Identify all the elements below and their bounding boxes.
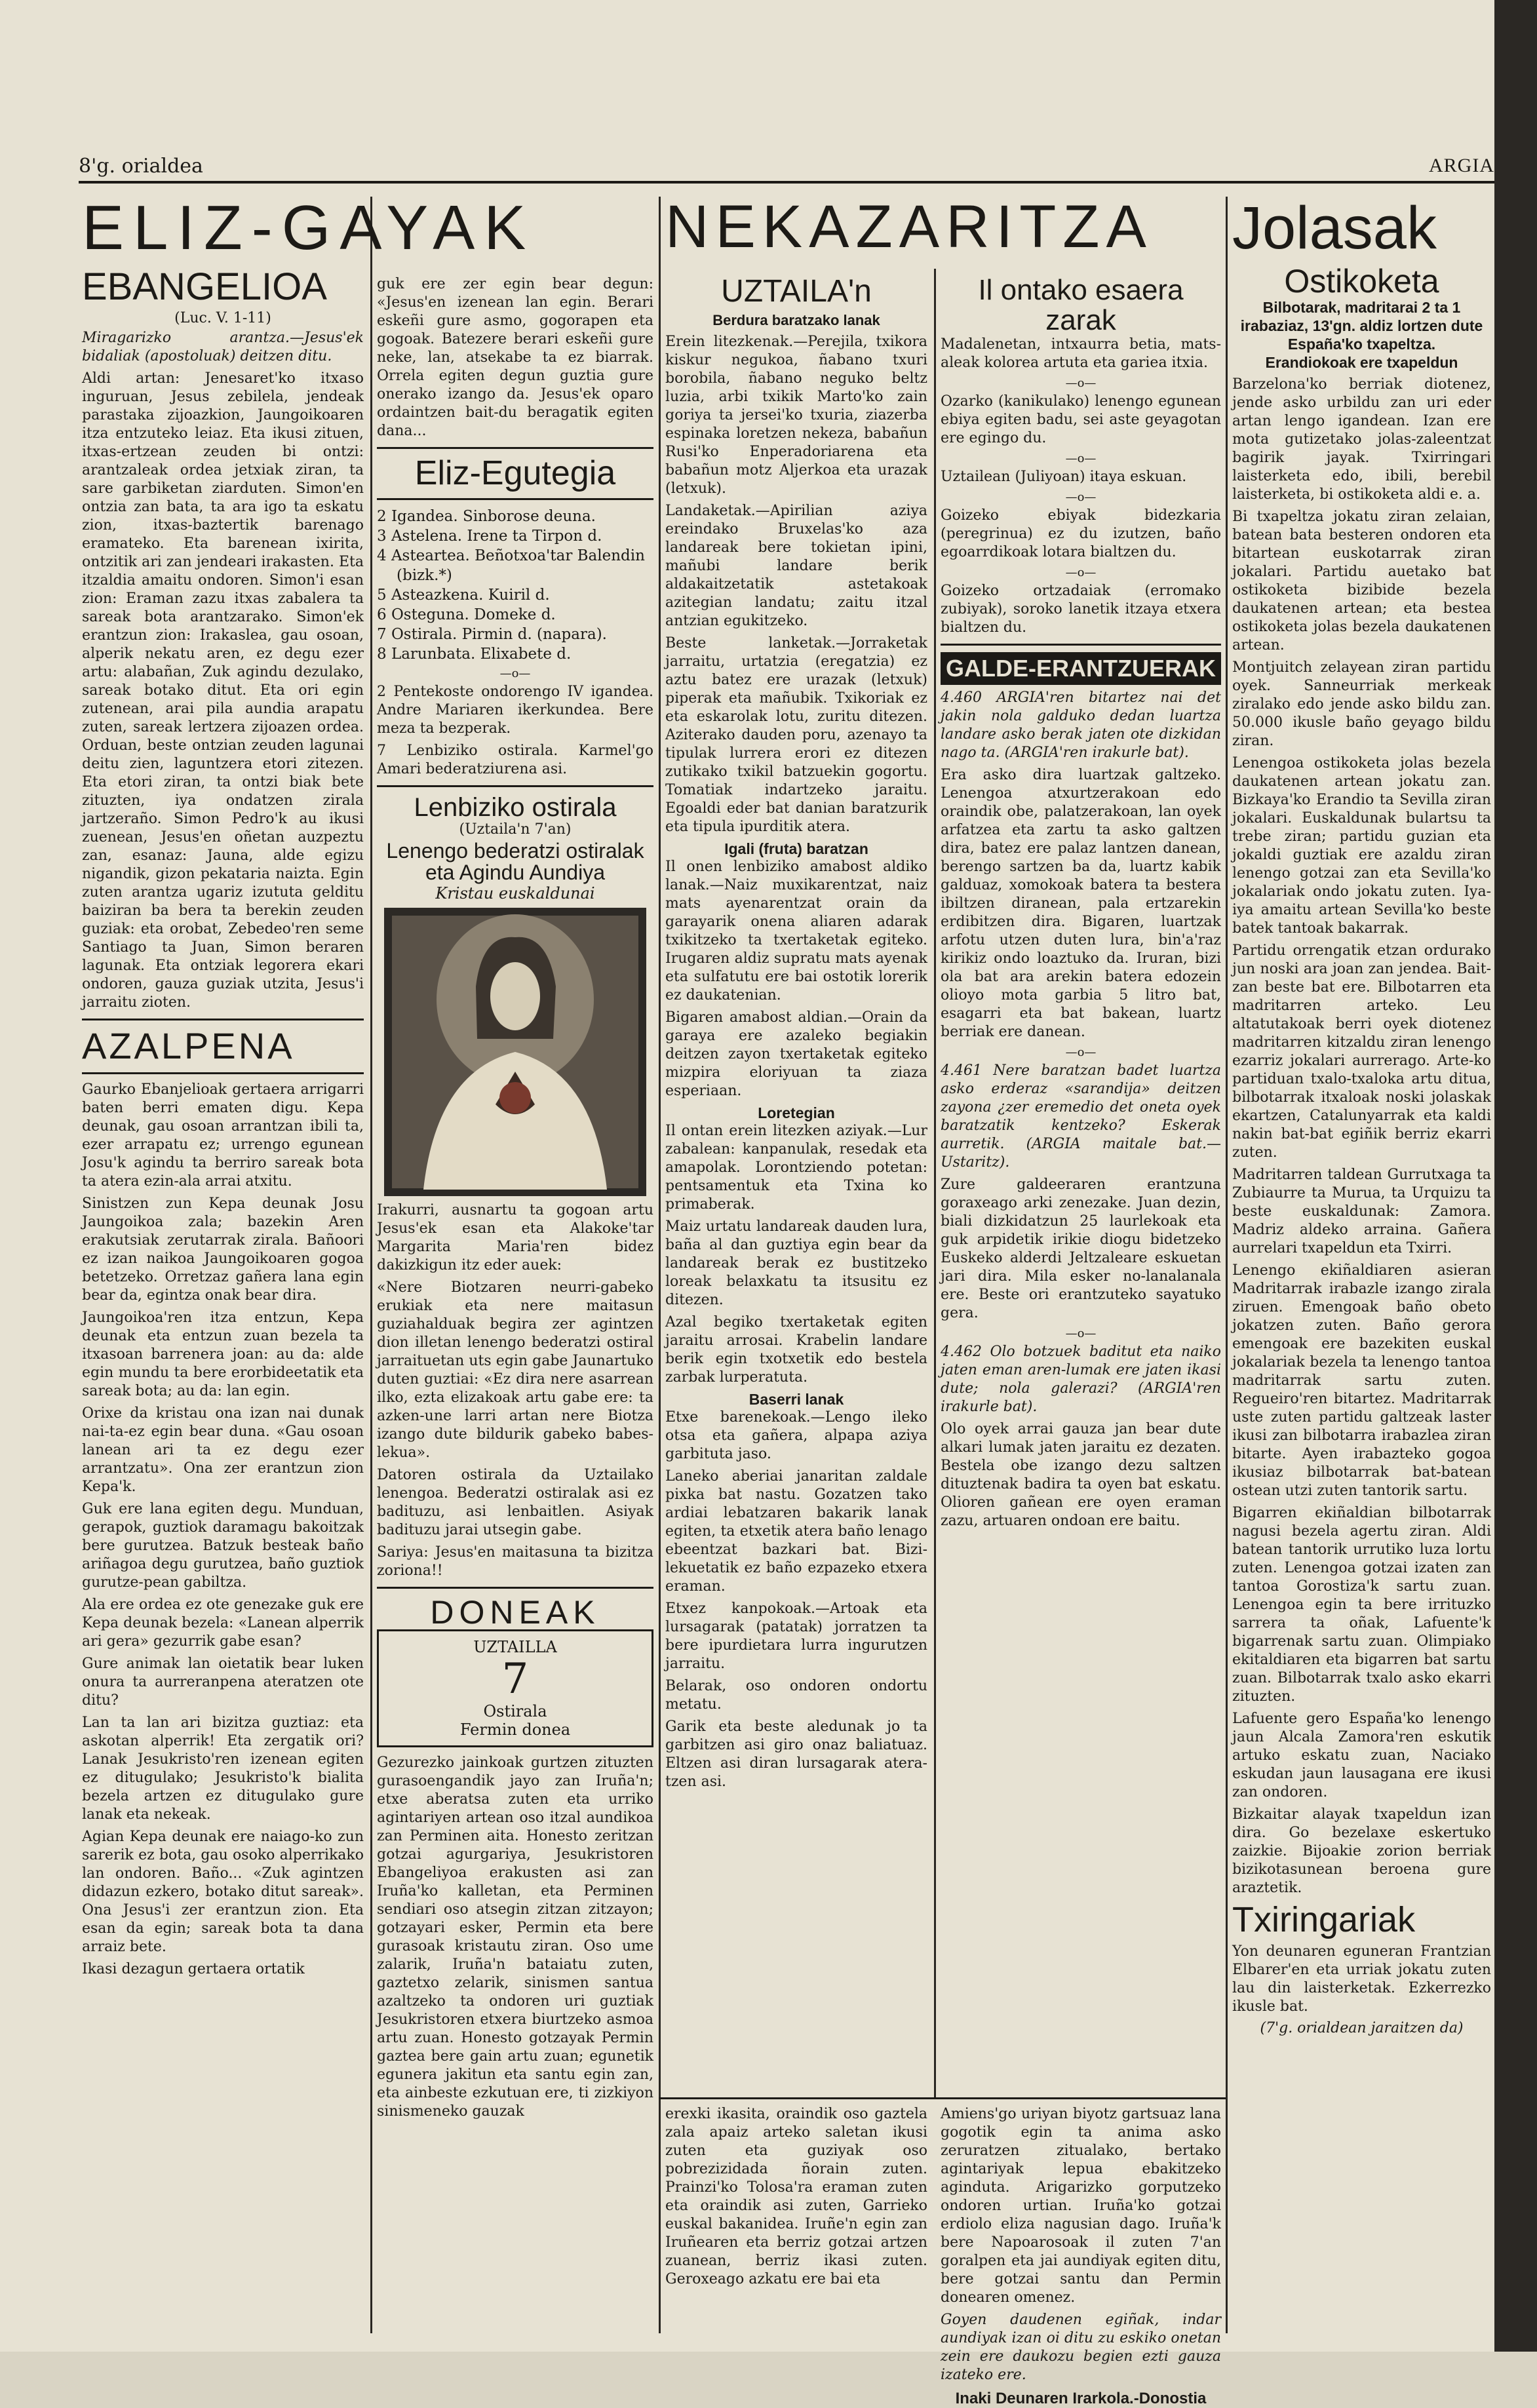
agri-paragraph: Bigaren amabost aldian.—Orain da garaya ere azaleko begiakin deitzen zayon txertaketak egiteko mizpira eloriyuan ta ziaza esperiaan.	[665, 1009, 927, 1100]
football-lead-2: Erandiokoak ere txapeldun	[1265, 354, 1458, 372]
novena-paragraph: Datoren ostirala da Uztailako lenengoa. Bederatzi ostiralak asi ez badituzu, asi lenbaitlen. Asiyak badituzu jarai utsegin gabe.	[377, 1466, 653, 1538]
question: 4.460 ARGIA'ren bitartez nai det jakin nola galduko dedan luartza landare asko berak jaten ote dizkidan nago ta. (ARGIA'ren irakurle bat).	[941, 689, 1221, 762]
agri-paragraph: Belarak, oso ondoren ondortu metatu.	[665, 1678, 927, 1713]
football-lead: Bilbotarak, madritarai 2 ta 1 irabaziaz, 13'gn. aldiz lortzen dute España'ko txapeltza.	[1240, 299, 1483, 353]
sports-paragraph: Lenengo ekiñaldiaren asieran Madritarrak irabazle izango zirala ziruen. Emengoak baño obeto jokatzen zuten. Baño gerora emengoak ere bazekiten euskal jokalariak bezela ta lenengo tantoa madritarrak sartu zuten. Regueiro'ren bitartez. Madritarrak uste zuten partidu galtzeak laster ikusi zan bilbotarra irabazlea ziran bitarte. Ayen irabazteko gogoa ikusiaz bilbotarrak bat-batean ostean utzi zuten tantorik sartu.	[1232, 1262, 1491, 1500]
sports-paragraph: Montjuitch zelayean ziran partidu oyek. Sanneurriak merkeak ziralako edo jende asko bildu zan. 50.000 ikusle baño geyago bildu ziran.	[1232, 659, 1491, 750]
saint-weekday: Ostirala	[483, 1702, 547, 1721]
explanation-paragraph: Sinistzen zun Kepa deunak Josu Jaungoikoa zala; bazekin Aren erakutsiak zerutarrak zirala. Bañoori ez izan naikoa Jaungoikoaren gogoa betetzeko. Orretzaz gañera lana egin bear da, egintza onak bear dira.	[82, 1195, 364, 1304]
section-rule	[377, 498, 653, 500]
calendar-item: 6 Osteguna. Domeke d.	[377, 606, 556, 623]
column-4	[1232, 197, 1491, 2340]
section-rule	[377, 785, 653, 787]
separator: —o—	[1065, 376, 1097, 391]
agri-paragraph: Etxe barenekoak.—Lengo ileko otsa eta gañera, alpapa aziya garbituta jaso.	[665, 1409, 927, 1463]
saint-text: Gezurezko jainkoak gurtzen zituzten gurasoengandik jayo zan Iruña'n; etxe aberatsa zuten eta urriko agintariyen artean oso itzal aundikoa zan Perminen aita. Honesto zeritzan gotzai agurgariya, Jesukristoren Ebangeliyoa erakusten asi zan Iruña'ko kalletan, eta Perminen sendiari oso atsegin zitzan zitzayon; gotzayari esker, Permin eta bere gurasoak kristautu ziran. Oso ume zalarik, Iruña'n bataiatu zuten, gaztetxo zelarik, sinismen santua azaltzeko ta ondoren uri guztiak Jesukristoren etxera biurtzeko asmoa artu zuan. Honesto gotzayak Permin gaztea bere gain artu zuan; egunetik egunera jakitun eta santu egin zan, eta ainbeste ezkutuan ere, ti zizkiyon sinismeneko gauzak	[377, 1755, 653, 2120]
explanation-paragraph: Ikasi dezagun gertaera ortatik	[82, 1960, 305, 1977]
section-title-eliz-gayak: ELIZ-GAYAK	[82, 193, 535, 263]
separator: —o—	[1065, 490, 1097, 505]
calendar-title: Eliz-Egutegia	[414, 454, 616, 492]
saying: Ozarko (kanikulako) lenengo egunean ebiya egiten badu, sei aste geyagotan ere egingo du.	[941, 393, 1221, 447]
calendar-note: 7 Lenbiziko ostirala. Karmel'go Amari bederatziurena asi.	[377, 742, 653, 777]
section-rule	[377, 447, 653, 449]
calendar-item: 2 Igandea. Sinborose deuna.	[377, 507, 596, 525]
novena-paragraph: Irakurri, ausnartu ta gogoan artu Jesus'ek esan eta Alakoke'tar Margarita Maria'ren bidez dakizkigun itz eder auek:	[377, 1201, 653, 1273]
answer: Olo oyek arrai gauza jan bear dute alkari lumak jaten jaraitu ez dezaten. Bestela obe izango dezu saltzen dituztenak badira ta oyen bat eskatu. Olioren gañean ere oyen eraman zazu, artuaren ondoan ere baitu.	[941, 1421, 1221, 1530]
section-rule	[377, 1587, 653, 1589]
sports-paragraph: Yon deunaren eguneran Frantzian Elbarer'en eta urriak jokatu zuten lau din laisterketak. Ezkerrezko ikusle bat.	[1232, 1943, 1491, 2015]
sports-paragraph: Lenengoa ostikoketa jolas bezela daukatenen artean jokatu zan. Bizkaya'ko Erandio ta Sevilla ziran jokalari. Euskaldunak bulartsu ta trebe ziran; partidu guzian eta jokaldi guztiak ere azaldu ziran lenengo gotzai zan eta Sevilla'ko jokalariak ondo jokatu zuten. Iya-iya amaitu artean Sevilla'ko beste batek tantoak bakarrak.	[1232, 755, 1491, 937]
answer: Zure galdeeraren erantzuna goraxeago arki zenezake. Juan dezin, biali dizkidatzun 25 laurlekoak eta guk arpidetik irikie diogu bidetzeko Euskeko alderdi Jeltzaleare eskuetan jari dira. Mila esker no-lanalanala ere. Beste ori erantzuteko sayatuko gera.	[941, 1176, 1221, 1322]
explanation-paragraph: Gure animak lan oietatik bear luken onura ta aurreranpena ateratzen ote ditu?	[82, 1655, 364, 1709]
gospel-subtitle: Miragarizko arantza.—Jesus'ek bidaliak (apostoluak) deitzen ditu.	[82, 329, 364, 364]
sports-paragraph: Bigarren ekiñaldian bilbotarrak nagusi bezela agertu ziran. Aldi batean tantorik urrutiko luza lortu zuten. Lenengoa gotzai izaten zan tantoa Gorostiza'k sartu zuan. Lenengoa egin ta bere irrituzko sarrera ta oñak, Lafuente'k bigarrenak sartu zuan. Olimpiako ekitaldiaren eta bigarren bat sartu zuan. Bilbotarrak txalo asko ekarri zituzten.	[1232, 1505, 1491, 1705]
agriculture-heading	[665, 193, 1229, 269]
calendar-list	[377, 507, 653, 664]
friday-title: Lenbiziko ostirala	[414, 792, 617, 822]
fruit-title: Igali (fruta) baratzan	[724, 840, 868, 858]
separator: —o—	[1065, 1045, 1097, 1060]
saying: Uztailean (Juliyoan) itaya eskuan.	[941, 469, 1187, 486]
saint-name: Fermin donea	[459, 1720, 571, 1739]
column-3	[665, 275, 927, 2110]
agri-paragraph: Erein litezkenak.—Perejila, txikora kiskur negukoa, ñabano txuri borobila, ñabano neguko beltz luzia, arbi txikik Marto'ko zain goriya ta jersei'ko txuria, ziazerba espinaka loretzen nekeza, babañun Rusi'ko Enperadoriarena eta babañun motz Aljerkoa eta urazak (letxuk).	[665, 334, 927, 497]
friday-date: (Uztaila'n 7'an)	[459, 821, 572, 838]
gospel-continuation: guk ere zer egin bear degun: «Jesus'en izenean lan egin. Berari eskeñi gure asmo, gogorapen eta gogoak. Batezere berari eskeñi gure neke, lan, atsekabe ta ez biarrak. Orrela egiten degun guztia gure onerako izango da. Jesus'ek oparo ordaintzen bait-du beragatik egiten dana...	[377, 276, 653, 439]
calendar-item: 4 Asteartea. Beñotxoa'tar Balendin (bizk.*)	[377, 547, 645, 584]
gospel-reference: (Luc. V. 1-11)	[174, 309, 271, 326]
explanation-paragraph: Orixe da kristau ona izan nai dunak nai-ta-ez egin bear duna. «Gau osoan lanean ari ta ez degu ezer arrantzatu». Ona zer erantzun zion Kepa'k.	[82, 1405, 364, 1495]
bottom-rule	[659, 2097, 1226, 2099]
novena-title: Lenengo bederatzi ostiralak eta Agindu Aundiya	[386, 838, 644, 885]
saint-day: 7	[501, 1655, 529, 1704]
bottom-right-box	[941, 2105, 1221, 2407]
saint-continuation-box	[665, 2105, 927, 2335]
explanation-paragraph: Jaungoikoa'ren itza entzun, Kepa deunak eta entzun zuan bezela ta itxasoan barrenera joan: au da: alde egin mundu ta bere erorbideetatik eta sareak bota; au da: lan egin.	[82, 1309, 364, 1399]
bottom-note: Goyen daudenen egiñak, indar aundiyak izan oi ditu zu eskiko onetan zein ere daukozu begien ezti gauza izateko ere.	[941, 2312, 1221, 2383]
continued-note: (7'g. orialdean jaraitzen da)	[1260, 2019, 1464, 2036]
section-rule	[82, 1019, 364, 1020]
calendar-item: 5 Asteazkena. Kuiril d.	[377, 586, 550, 604]
agri-paragraph: Azal begiko txertaketak egiten jaraitu arrosai. Krabelin landare berik egin txotxetik edo bestela zarbak lurperatuta.	[665, 1314, 927, 1386]
agri-paragraph: Il onen lenbiziko amabost aldiko lanak.—Naiz muxikarentzat, naiz mats ayenarentzat orain da garayarik onena aliaren adarak txikitzeko ta txertaketak egiteko. Irugaren aldiz supratu mats ayenak eta sulfatutu ere bai ostotik lorerik ez daukatenian.	[665, 859, 927, 1004]
agri-paragraph: Beste lanketak.—Jorraketak jarraitu, urtatzia (eregatzia) ez aztu batez ere urazak (letxuk) piperak eta mañubik. Txikoriak ez eta eskarolak lotu, zuritu ditezen. Aziterako dauden poru, azenayo ta tipulak lurrera erori ez ditezen zutikako txikil batzuekin gogortu. Tomatiak indartzeko jaraitu. Egoaldi eder bat danian baratzurik eta tipula ipurditik atera.	[665, 635, 927, 836]
explanation-title: AZALPENA	[82, 1024, 295, 1066]
farm-title: Baserri lanak	[749, 1391, 844, 1408]
section-title-jolasak: Jolasak	[1232, 195, 1437, 262]
calendar-item: 3 Astelena. Irene ta Tirpon d.	[377, 527, 602, 545]
column-rule	[659, 197, 661, 2333]
explanation-paragraph: Agian Kepa deunak ere naiago-ko zun sarerik ez bota, gau osoko alperrikako lan ondoren. Baño... «Zuk agintzen didazun ezkero, botako ditut sareak». Ona Jesus'i zer erantzun zion. Eta esan da egin; sareak bota ta dana arraiz bete.	[82, 1828, 364, 1955]
sacred-heart-picture	[384, 908, 646, 1196]
section-rule	[941, 644, 1221, 646]
explanation-paragraph: Ala ere ordea ez ote genezake guk ere Kepa deunak bezela: «Lanean alperrik ari gera» gezurrik gabe esan?	[82, 1596, 364, 1650]
sayings-title: Il ontako esaera zarak	[978, 274, 1184, 337]
gospel-title: EBANGELIOA	[82, 265, 327, 308]
page-header	[79, 149, 1494, 180]
amiens-text: Amiens'go uriyan biyotz gartsuaz lana gogotik egin ta anima asko zeruratzen zitualako, bertako agintariyak lepua ebakitzeko aginduta. Arigarizko gorputzeko ondoren urtian. Iruña'ko gotzai erdiolo eliza nagusian dago. Iruña'k bere Napoarosoak il zuten 7'an goralpen eta jai aundiyak egiten ditu, bere gotzai santu dan Permin donearen omenez.	[941, 2106, 1221, 2306]
flowers-title: Loretegian	[758, 1104, 835, 1122]
sports-paragraph: Barzelona'ko berriak diotenez, jende asko urbildu zan uri eder artan lengo igandean. Izan ere mota gutizetako jolas-zaleentzat bagirik jayak. Txirringari laisterketa edo, ibili, berebil laisterketa, bi ostikoketa aldi e. a.	[1232, 376, 1491, 503]
gospel-text: Aldi artan: Jenesaret'ko itxaso inguruan, Jesus zebilela, jendeak parastaka zijoazkion, Jaungoikoaren itza entzuteko leiaz. Eta ikusi zituen, itxas-ertzean zeuden bi ontzi: arantzaleak ordea jetxiak ziran, ta sare garbiketan ziarduten. Simon'en ontzia zan bata, ta ara igo ta eskatu zion, itxas-baztertik barenago eramateko. Eta barenean ixirita, ontzitik ari zan jendeari irakasten. Eta itzaldia amaitu ondoren. Simon'i esan zion: Eraman zazu itxas zabalera ta sareak bota arantzarako. Simon'ek erantzun zion: Irakaslea, gau osoan, alperik nekatu aren, ez degu ezer artu: alabañan, Zuk agindu dezulako, sareak botako ditut. Eta ori egin zutenean, arai pila aundia arapatu zuten, sareak lertzera zijoazen ordea. Orduan, beste ontzian zeuden lagunai deitu zien, laguntzera etori zitezen. Eta etori ziran, ta ontzi biak bete zituzten, iya ondatzen zirala jartzeraño. Simon Pedro'k au ikusi zuenean, Jesus'en oñetan auzpeztu zan, esanaz: Jauna, alde egizu nigandik, gizon pekataria naizta. Egin zuten arantza ugariz izututa gelditu baiziran ba bera ta berekin zeuden guziak: eta orobat, Zebedeo'ren seme Santiago ta Juan, Simon beraren lagunak. Eta ontziak legorera ekari ondoren, gauza guziak utzita, Jesus'i jarraitu zioten.	[82, 370, 364, 1011]
column-3b	[941, 275, 1221, 2097]
separator: —o—	[1065, 566, 1097, 580]
sacred-heart-illustration	[384, 908, 646, 1196]
question: 4.461 Nere baratzan badet luartza asko erderaz «sarandija» deitzen zayona ¿zer eremedio det oneta oyek baratzatik kentzeko? Eskerak aurretik. (ARGIA maitale bat.—Ustaritz).	[941, 1062, 1221, 1171]
agri-paragraph: Maiz urtatu landareak dauden lura, baña al dan guztiya egin bear da landareak berak ez bustitzeko loreak belaxkatu ta itsusitu ez ditezen.	[665, 1218, 927, 1309]
explanation-paragraph: Guk ere lana egiten degu. Munduan, gerapok, guztiok daramagu bakoitzak bere gurutzea. Batzuk besteak baño ariñagoa degu gurutzea, baño guztiok gurutze-pean gabiltza.	[82, 1500, 364, 1591]
calendar-item: 8 Larunbata. Elixabete d.	[377, 645, 572, 663]
column-rule	[934, 269, 936, 2097]
sports-paragraph: Bizkaitar alayak txapeldun izan dira. Go bezelaxe eskertuko zaizkie. Bijoakie zorion berriak bizikotasunean beroena gure araztetik.	[1232, 1806, 1491, 1897]
column-rule	[370, 197, 372, 2333]
explanation-paragraph: Gaurko Ebanjelioak gertaera arrigarri baten berri ematen digu. Kepa deunak, gau osoan arrantzan ibili ta, ezer arrapatu ez; urrengo egunean Josu'k agindu ta berriro sareak bota ta atera ezin-ala arrai atxitu.	[82, 1081, 364, 1190]
saint-month: UZTAILLA	[473, 1638, 557, 1657]
publication-name: ARGIA	[1429, 155, 1494, 176]
sports-paragraph: Partidu orrengatik etzan ordurako jun noski ara joan zan jendea. Bait-zan beste bat ere. Bilbotarren eta madritarren arteko. Leu altatutakoak berri oyek diotenez madritarren kitzaldu ziran lenengo ezarriz jokalari aurrerago. Arte-ko partiduan txalo-txaloka artu ditua, bilbotarrak itxaloak noski jolaskak ekartzen, Catalunyarrak eta kaldi nakin bat-bat egiñik berriz ekarri zuten.	[1232, 942, 1491, 1161]
saying: Goizeko ebiyak bidezkaria (peregrinua) ez du izutzen, baño egoarrdikoak lotara bialtzen du.	[941, 507, 1221, 561]
saying: Goizeko ortzadaiak (erromako zubiyak), soroko lanetik itzaya etxera bialtzen du.	[941, 583, 1221, 636]
saying: Madalenetan, intxaurra betia, mats-aleak kolorea artuta eta gariea itxia.	[941, 336, 1221, 372]
binding-edge	[1494, 0, 1537, 2352]
agri-paragraph: Il ontan erein litezken aziyak.—Lur zabalean: kanpanulak, resedak eta amapolak. Lorontziendo potetan: pentsamentuk eta Txina ko primaberak.	[665, 1123, 927, 1213]
column-2	[377, 275, 653, 2340]
sports-paragraph: Bi txapeltza jokatu ziran zelaian, batean bata besteren ondoren eta bitartean euskotarrak ziran jokalari. Partidu auetako bat ostikoketa bizibide bezela daukatenen artean; eta bestea ostikoketa jolas bezela daukatenen artean.	[1232, 509, 1491, 654]
novena-paragraph: Sariya: Jesus'en maitasuna ta bizitza zoriona!!	[377, 1544, 653, 1579]
agri-paragraph: Laneko aberiai janaritan zaldale pixka bat nastu. Gozatzen tako ardiai lebatzaren bakarik lanak egiten, ta etxetik atera baño lenago ebeentzat bazkari bat. Bizi-lekuetatik ez baño ezpazeko etxera eraman.	[665, 1468, 927, 1595]
novena-subtitle: Kristau euskaldunai	[435, 884, 595, 903]
column-rule	[1226, 197, 1228, 2333]
agri-paragraph: Landaketak.—Apirilian aziya ereindako Bruxelas'ko aza landareak bere tokietan ipini, mañubi landare berik aldakaitzetatik astetakoak azitegian landatu; zaitu itzal antzian egukitzeko.	[665, 503, 927, 630]
sports-paragraph: Madritarren taldean Gurrutxaga ta Zubiaurre ta Murua, ta Urquizu ta beste euskaldunak: Zamora. Madriz aldeko arraina. Gañera aurrelari txapeldun eta Txirri.	[1232, 1167, 1491, 1257]
saints-title: DONEAK	[430, 1593, 600, 1631]
page-label: 8'g. orialdea	[79, 155, 203, 178]
calendar-item: 7 Ostirala. Pirmin d. (napara).	[377, 625, 607, 643]
cycling-title: Txiringariak	[1232, 1900, 1416, 1940]
separator: —o—	[1065, 1327, 1097, 1341]
header-rule	[79, 181, 1494, 184]
novena-paragraph: «Nere Biotzaren neurri-gabeko erukiak eta nere maitasun guziahalduak begira zer agintzen dion illetan lenengo bederatzi ostiral jarraituetan uts egin gabe Jaunartuko duten guztiai: «Ez dira nere asarrean ilko, ezta elizakoak artu gabe ere: ta azken-une larri artan nere Biotza izango dute bildurik gabeko babes-lekua».	[377, 1279, 653, 1461]
questions-title: GALDE-ERANTZUERAK	[941, 652, 1221, 685]
saint-day-box	[377, 1629, 653, 1747]
printer-footer: Inaki Deunaren Irarkola.-Donostia	[955, 2390, 1207, 2407]
football-title: Ostikoketa	[1284, 262, 1439, 300]
saint-continuation: erexki ikasita, oraindik oso gaztela zala apaiz arteko saletan ikusi zuten eta guziyak oso pobrezizidada ñorain zuten. Prainzi'ko Tolosa'ra eraman zuten eta oraindik asi zuten, Garrieko euskal bakanidea. Iruñe'n egin zan Iruñearen eta berriz gotzai artzen zuanean, berriz ikasi zuten. Geroxeago azkatu ere bai eta	[665, 2106, 927, 2287]
answer: Era asko dira luartzak galtzeko. Lenengoa atxurtzerakoan edo oraindik obe, palatzerakoan, lan oyek arfatzea eta zartu ta asko galtzen dira, batez ere palaz lantzen danean, berengo sartzen ba da, luartz kabik galduaz, xomokoak batera ta bestera ibiltzen diranean, pala ertzarekin erdibitzen dira. Bigaren, luartzak arfotu utzen duten lura, bin'a'raz kirikiz ondo loaztuko da. Iruran, bizi ola bat ara arekin batera edozein olioyo mota garbia 5 litro bat, esagarri eta bat bakean, luartz berriak ere danean.	[941, 767, 1221, 1041]
explanation-paragraph: Lan ta lan ari bizitza guztiaz: eta askotan alperrik! Eta zergatik ori? Lanak Jesukristo'ren izenean egiten ez ditugulako; Jesukristo'k bialita bezela artzen ez ditugulako gure lanak eta nekeak.	[82, 1714, 364, 1823]
month-subtitle: Berdura baratzako lanak	[712, 312, 880, 329]
month-title: UZTAILA'n	[721, 274, 872, 309]
agri-paragraph: Garik eta beste aledunak jo ta garbitzen asi giro onaz baliatuaz. Eltzen asi diran lursagarak atera-tzen asi.	[665, 1719, 927, 1791]
section-title-nekazaritza: NEKAZARITZA	[665, 193, 1153, 260]
section-rule	[82, 1072, 364, 1074]
separator: —o—	[499, 666, 531, 680]
sports-paragraph: Lafuente gero España'ko lenengo jaun Alcala Zamora'ren eskutik artuko eskatu zuan, Naciako eskudan jaun lausagana ere ikusi zan ondoren.	[1232, 1711, 1491, 1801]
calendar-note: 2 Pentekoste ondorengo IV igandea. Andre Mariaren ikerkundea. Bere meza ta bezperak.	[377, 683, 653, 737]
separator: —o—	[1065, 452, 1097, 466]
agri-paragraph: Etxez kanpokoak.—Artoak eta lursagarak (patatak) jorratzen ta bere ipurdietara lurra ingurutzen jarraitu.	[665, 1601, 927, 1673]
question: 4.462 Olo botzuek baditut eta naiko jaten eman aren-lumak ere jaten ikasi dute; nola galerazi? (ARGIA'ren irakurle bat).	[941, 1344, 1221, 1416]
